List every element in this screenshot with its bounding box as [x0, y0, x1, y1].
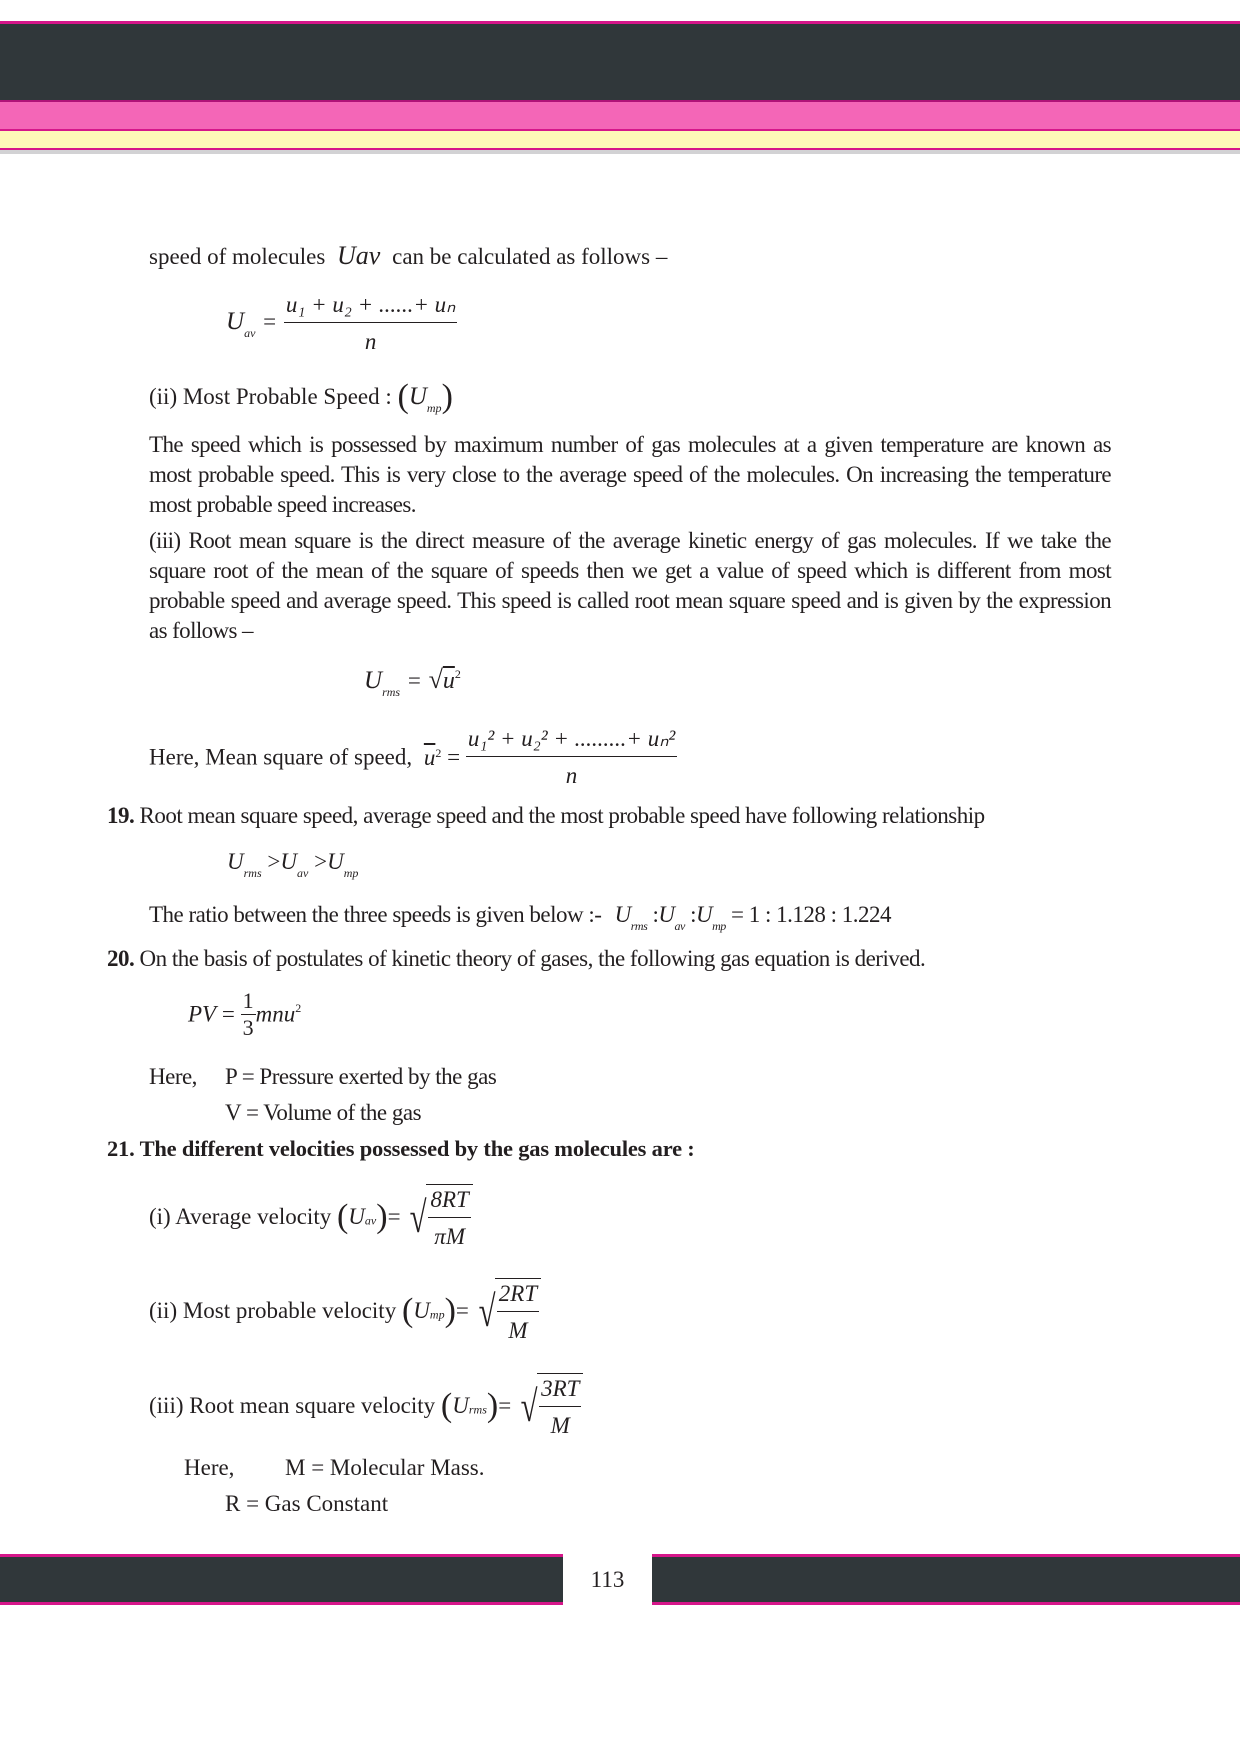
mp-paragraph: The speed which is possessed by maximum number of gas molecules at a given temperature are known as most probable speed. This is very close to the average speed of the molecules. On increasing the temperature most probable speed increases. [149, 432, 1111, 517]
header-dark-band [0, 24, 1240, 100]
header-pink-band [0, 102, 1240, 129]
item-20 [107, 944, 925, 974]
definition-p: P = Pressure exerted by the gas [225, 1064, 497, 1089]
here-label-20: Here, [149, 1064, 197, 1089]
eq-lhs: PV [188, 1001, 217, 1027]
velocity-most-probable: (ii) Most probable velocity (Ump)= √ $\frac{2RT}{M}$ [149, 1278, 541, 1344]
rms-paragraph: (iii) Root mean square is the direct measure of the average kinetic energy of gas molecules. If we take the square root of the mean of the square of speeds then we get a value of speed which is different from most probable speed and average speed. This speed is called root mean square speed and is given by the expression as follows – [149, 528, 1111, 643]
square-root: √ $\frac{8RT}{\pi M}$ [406, 1184, 473, 1250]
heading-label: (ii) Most Probable Speed : [149, 384, 392, 409]
header-yellow-band [0, 131, 1240, 148]
sup: 2 [454, 667, 461, 681]
fraction [241, 990, 256, 1039]
speed-relation [227, 847, 358, 888]
here-label-21: Here, [184, 1455, 235, 1480]
velocity-average: (i) Average velocity (Uav)= √ $\frac{8RT}{\pi M}$ [149, 1184, 473, 1250]
item-19 [107, 801, 985, 831]
intro-text: can be calculated as follows – [392, 244, 668, 269]
fraction-denominator: M [508, 1318, 528, 1343]
item-number: 19. [107, 803, 135, 828]
mp-heading: (ii) Most Probable Speed : $(U_{mp})$ [149, 378, 453, 415]
item-text: The different velocities possessed by the gas molecules are : [139, 1136, 695, 1161]
velocity-label: (ii) Most probable velocity [149, 1298, 397, 1323]
symbol: U [413, 1298, 430, 1323]
sub: av [674, 919, 685, 933]
footer-bar-left [0, 1554, 563, 1605]
ratio-value: = 1 : 1.128 : 1.224 [731, 902, 892, 927]
footer-bar-right [652, 1554, 1240, 1605]
eq-lhs: U [226, 307, 245, 335]
sub: rms [630, 919, 648, 933]
u-rms: U [227, 849, 244, 874]
square-root: √ $\frac{3RT}{M}$ [517, 1373, 584, 1439]
header-shadow [0, 150, 1240, 154]
item-number: 21. [107, 1136, 135, 1161]
fraction-denominator: 3 [242, 1015, 254, 1040]
velocity-label: (i) Average velocity [149, 1204, 332, 1229]
symbol: U [452, 1393, 469, 1418]
sub: mp [712, 919, 726, 933]
operator: > [314, 849, 328, 874]
ratio-label: The ratio between the three speeds is given below :- [149, 902, 602, 927]
u-av: U [658, 902, 675, 927]
fraction [428, 1187, 470, 1250]
intro-line [149, 241, 667, 272]
ratio-line: The ratio between the three speeds is given below :- $U_{rms}$ $:U_{av}$ $:U_{mp} = 1$ : 1.128 : 1.224 [149, 902, 892, 933]
symbol-sub: rms [468, 1402, 487, 1417]
eq-rhs: mnu [255, 1001, 296, 1027]
fraction-denominator: n [364, 329, 377, 354]
fraction [497, 1281, 539, 1344]
symbol-sub: mp [429, 1307, 445, 1322]
definition-r: R = Gas Constant [225, 1491, 389, 1516]
uav-symbol: Uav [337, 241, 381, 270]
u-av: U [280, 849, 297, 874]
fraction-numerator: 2RT [497, 1281, 539, 1312]
definition-m: M = Molecular Mass. [285, 1455, 485, 1480]
item-text: On the basis of postulates of kinetic theory of gases, the following gas equation is derived. [139, 946, 926, 971]
fraction-numerator: 1 [242, 988, 254, 1013]
item-number: 20. [107, 946, 135, 971]
eq-lhs: U [364, 667, 383, 694]
mean-square-label: Here, Mean square of speed, [149, 744, 413, 770]
operator: > [267, 849, 281, 874]
intro-text: speed of molecules [149, 244, 326, 269]
fraction-denominator: M [550, 1413, 570, 1438]
fraction [466, 726, 677, 789]
symbol: U [408, 383, 427, 410]
fraction [284, 292, 457, 355]
gas-equation: PV = $\frac{1}{3}$ mnu$^2$ [188, 988, 302, 1040]
equation-urms: $U_{rms} = √u^2$ [364, 665, 461, 699]
symbol-sub: av [364, 1213, 377, 1228]
sup: 2 [295, 1000, 302, 1015]
velocity-label: (iii) Root mean square velocity [149, 1393, 436, 1418]
fraction-denominator: n [565, 763, 578, 788]
velocity-rms: (iii) Root mean square velocity (Urms)= √ $\frac{3RT}{M}$ [149, 1373, 583, 1439]
u-mp: U [327, 849, 344, 874]
sub: av [297, 866, 309, 880]
fraction-numerator: 3RT [539, 1376, 581, 1407]
u-bar: u [442, 668, 455, 694]
u-mp: U [696, 902, 713, 927]
definition-v: V = Volume of the gas [225, 1100, 422, 1125]
page-number: 113 [590, 1567, 625, 1592]
fraction-numerator: u₁ + u₂ + ......+ uₙ [284, 292, 457, 323]
symbol: U [348, 1204, 365, 1229]
fraction [539, 1376, 581, 1439]
item-21 [107, 1134, 695, 1164]
u-rms: U [614, 902, 631, 927]
eq-lhs-sub: rms [382, 685, 401, 699]
sub: mp [343, 866, 359, 880]
square-root: √ $\frac{2RT}{M}$ [475, 1278, 542, 1344]
sup: 2 [435, 745, 442, 760]
symbol-sub: mp [426, 401, 442, 415]
fraction-numerator: 8RT [428, 1187, 470, 1218]
eq-lhs-sub: av [244, 325, 256, 340]
equation-uav: $U_{av}$ = $\frac{\text{u₁ + u₂ + ......+ uₙ}}{n}$ [226, 292, 456, 354]
item-text: Root mean square speed, average speed and the most probable speed have following relationship [139, 803, 985, 828]
u-bar: $\overline{u}$ [423, 744, 436, 770]
sub: rms [243, 866, 262, 880]
mean-square-equation: Here, Mean square of speed, $\overline{u}^2$ = $\frac{\text{u₁² + u₂² + .........+ uₙ²}}{n}$ [149, 726, 676, 788]
fraction-numerator: u₁² + u₂² + .........+ uₙ² [466, 726, 677, 757]
fraction-denominator: πM [434, 1224, 465, 1249]
